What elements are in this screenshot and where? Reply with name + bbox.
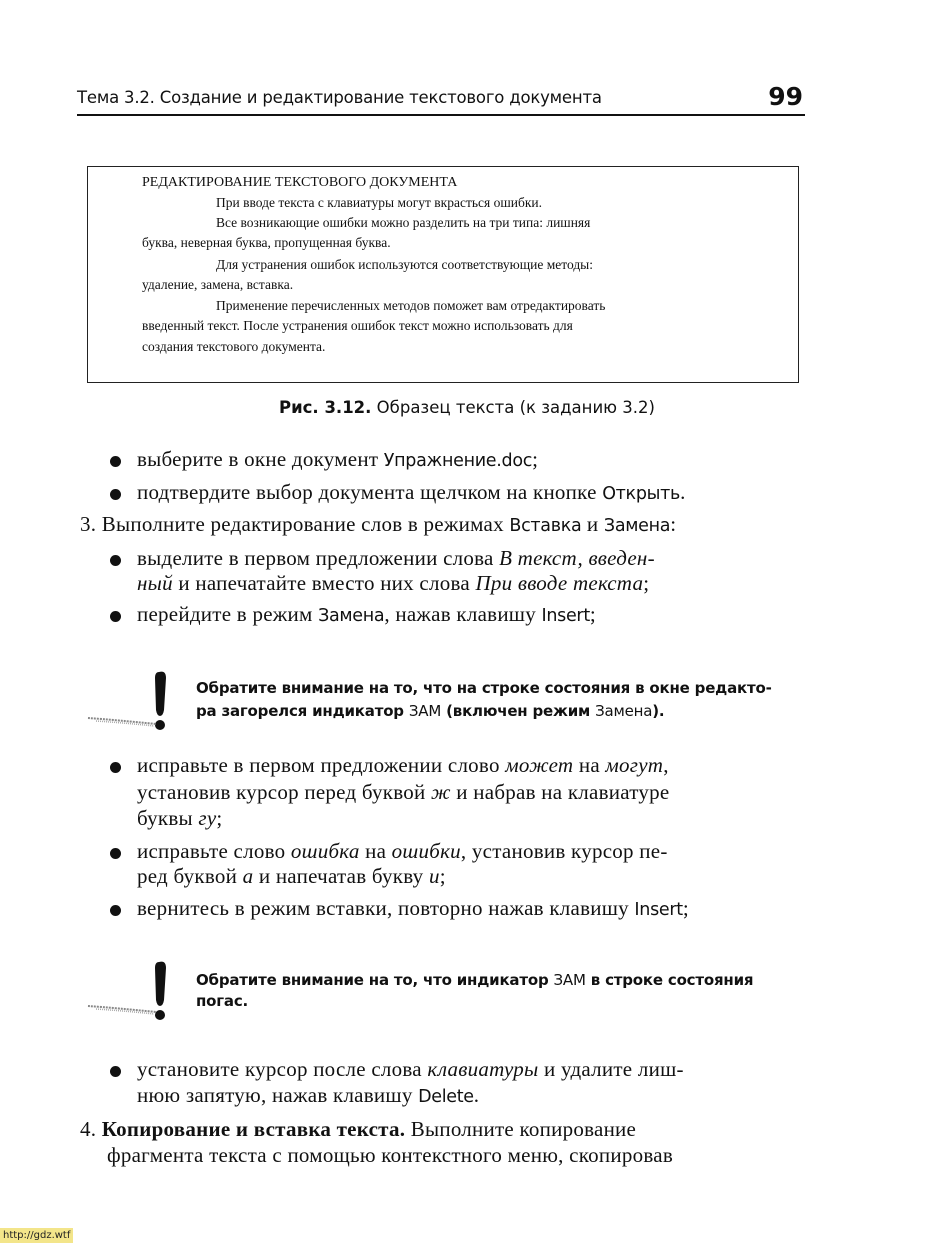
note-1-line-1: Обратите внимание на то, что на строке состояния в окне редакто- [196,679,772,697]
sample-line: введенный текст. После устранения ошибок текст можно использовать для [142,318,573,333]
sample-line: буква, неверная буква, пропущенная буква. [142,235,391,250]
figure-caption [0,398,934,417]
list-item-continuation: буквы гу; [137,806,223,830]
list-item: исправьте в первом предложении слово может на могут, [137,753,669,777]
header-title: Тема 3.2. Создание и редактирование текстового документа [77,88,602,107]
bullet [110,762,121,773]
caption-text: Образец текста (к заданию 3.2) [371,398,655,417]
page-number: 99 [768,82,803,111]
sample-heading: РЕДАКТИРОВАНИЕ ТЕКСТОВОГО ДОКУМЕНТА [142,175,458,190]
sample-line: Для устранения ошибок используются соответствующие методы: [216,257,594,272]
list-item: подтвердите выбор документа щелчком на кнопке Открыть. [137,480,686,504]
sample-text-figure [87,166,799,383]
caption-label: Рис. 3.12. [279,398,372,417]
list-item-continuation: ред буквой а и напечатав букву и; [137,864,446,888]
bullet [110,848,121,859]
list-item: вернитесь в режим вставки, повторно нажав клавишу Insert; [137,896,689,920]
bullet [110,489,121,500]
step-3: 3. Выполните редактирование слов в режимах Вставка и Замена: [80,512,677,536]
list-item-continuation: нюю запятую, нажав клавишу Delete. [137,1083,480,1107]
bullet [110,611,121,622]
list-item: выделите в первом предложении слова В текст, введен- [137,546,655,570]
watermark-link[interactable]: http://gdz.wtf [0,1228,73,1243]
step-4: 4. Копирование и вставка текста. Выполните копирование [80,1117,637,1141]
list-item-continuation: ный и напечатайте вместо них слова При вводе текста; [137,571,650,595]
sample-line: Применение перечисленных методов поможет вам отредактировать [216,298,606,313]
sample-line: удаление, замена, вставка. [142,277,294,292]
list-item: выберите в окне документ Упражнение.doc; [137,447,539,471]
bullet [110,456,121,467]
list-item: установите курсор после слова клавиатуры и удалите лиш- [137,1057,684,1081]
list-item: исправьте слово ошибка на ошибки, установив курсор пе- [137,839,668,863]
list-item-continuation: установив курсор перед буквой ж и набрав на клавиатуре [137,780,670,804]
bullet [110,1066,121,1077]
sample-line: создания текстового документа. [142,339,326,354]
bullet [110,555,121,566]
sample-line: Все возникающие ошибки можно разделить на три типа: лишняя [216,215,591,230]
exclamation-icon [86,958,176,1024]
sample-line: При вводе текста с клавиатуры могут вкрасться ошибки. [216,195,543,210]
list-item: перейдите в режим Замена, нажав клавишу Insert; [137,602,596,626]
note-1-line-2: ра загорелся индикатор ЗАМ (включен режим Замена). [196,702,665,720]
note-2-line-1: Обратите внимание на то, что индикатор ЗАМ в строке состояния [196,971,754,989]
exclamation-icon [86,668,176,734]
step-4-continuation: фрагмента текста с помощью контекстного меню, скопировав [107,1143,673,1167]
note-2-line-2: погас. [196,992,249,1010]
bullet [110,905,121,916]
page-header [77,84,805,116]
